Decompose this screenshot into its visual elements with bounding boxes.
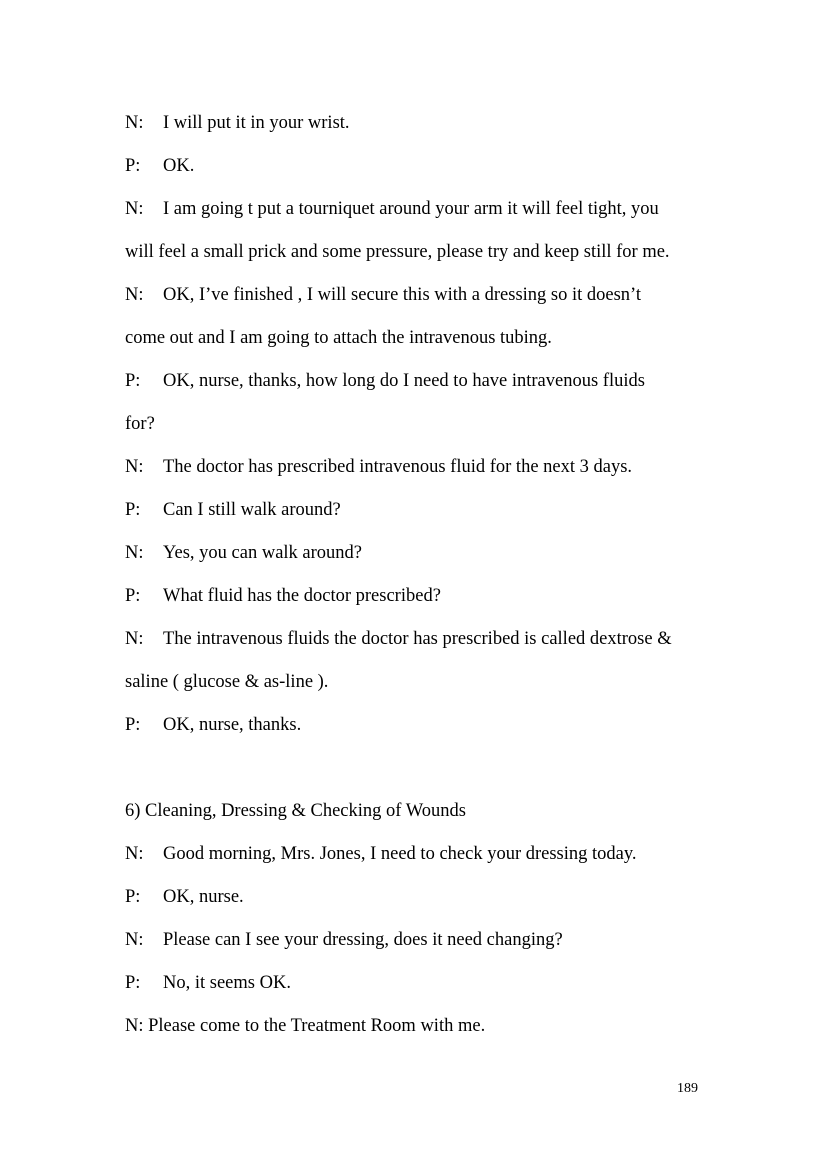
dialogue-line <box>125 714 301 736</box>
speaker-label: N: <box>125 285 144 305</box>
dialogue-continuation <box>125 327 552 349</box>
line-text: OK, nurse, thanks. <box>163 715 302 735</box>
line-text: I will put it in your wrist. <box>163 113 350 133</box>
line-text: What fluid has the doctor prescribed? <box>163 586 441 606</box>
line-text: for? <box>125 414 155 434</box>
line-text: OK, nurse. <box>163 887 244 907</box>
line-text: No, it seems OK. <box>163 973 291 993</box>
line-text: OK, I’ve finished , I will secure this with a dressing so it doesn’t <box>163 285 642 305</box>
dialogue-line <box>125 929 563 951</box>
line-text: I am going t put a tourniquet around your arm it will feel tight, you <box>163 199 659 219</box>
speaker-label: N: <box>125 457 144 477</box>
dialogue-continuation <box>125 671 328 693</box>
line-text: The doctor has prescribed intravenous fluid for the next 3 days. <box>163 457 633 477</box>
dialogue-line <box>125 456 632 478</box>
section-heading: 6) Cleaning, Dressing & Checking of Wounds <box>125 801 466 821</box>
dialogue-line <box>125 585 441 607</box>
dialogue-continuation <box>125 241 670 263</box>
line-text: will feel a small prick and some pressure, please try and keep still for me. <box>125 242 670 262</box>
dialogue-line <box>125 499 341 521</box>
speaker-label: P: <box>125 715 141 735</box>
speaker-label: N: <box>125 199 144 219</box>
speaker-label: N: <box>125 543 144 563</box>
line-text: saline ( glucose & as-line ). <box>125 672 329 692</box>
dialogue-line <box>125 628 672 650</box>
dialogue-continuation <box>125 413 155 435</box>
line-text: Yes, you can walk around? <box>163 543 363 563</box>
speaker-label: P: <box>125 156 141 176</box>
line-text: The intravenous fluids the doctor has prescribed is called dextrose & <box>163 629 672 649</box>
page-number: 189 <box>677 1081 698 1096</box>
line-text: OK, nurse, thanks, how long do I need to have intravenous fluids <box>163 371 645 391</box>
dialogue-line <box>125 370 645 392</box>
line-text: Can I still walk around? <box>163 500 341 520</box>
speaker-label: P: <box>125 887 141 907</box>
line-text: Please can I see your dressing, does it need changing? <box>163 930 563 950</box>
speaker-label: N: <box>125 930 144 950</box>
dialogue-line <box>125 284 641 306</box>
dialogue-line <box>125 112 350 134</box>
speaker-label: P: <box>125 973 141 993</box>
speaker-label: P: <box>125 371 141 391</box>
line-text: OK. <box>163 156 195 176</box>
speaker-label: N: <box>125 629 144 649</box>
dialogue-line <box>125 542 362 564</box>
speaker-label: P: <box>125 586 141 606</box>
line-text: Good morning, Mrs. Jones, I need to check your dressing today. <box>163 844 637 864</box>
dialogue-line <box>125 198 659 220</box>
line-text: come out and I am going to attach the intravenous tubing. <box>125 328 552 348</box>
speaker-label: N: <box>125 844 144 864</box>
dialogue-line <box>125 886 244 908</box>
speaker-label: N: <box>125 113 144 133</box>
dialogue-line <box>125 155 194 177</box>
speaker-label: P: <box>125 500 141 520</box>
closing-line: N: Please come to the Treatment Room with me. <box>125 1016 486 1036</box>
dialogue-line <box>125 972 291 994</box>
dialogue-line <box>125 843 637 865</box>
